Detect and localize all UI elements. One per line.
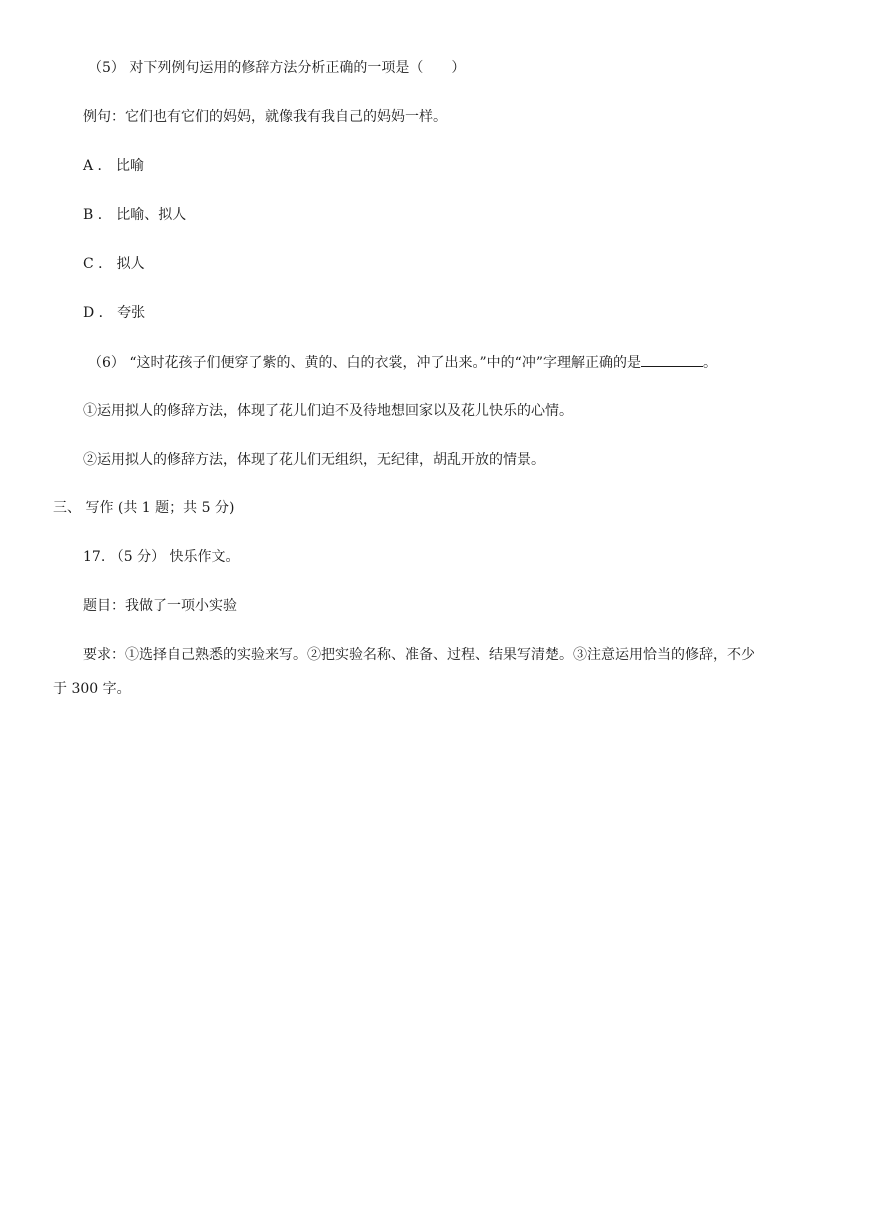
question-17-stem: 17. （5 分） 快乐作文。 xyxy=(83,549,240,565)
question-5-stem: （5） 对下列例句运用的修辞方法分析正确的一项是（ ） xyxy=(88,60,466,76)
answer-blank xyxy=(641,352,703,367)
question-5-example: 例句：它们也有它们的妈妈，就像我有我自己的妈妈一样。 xyxy=(83,109,447,125)
question-6-choice-2: ②运用拟人的修辞方法，体现了花儿们无组织，无纪律，胡乱开放的情景。 xyxy=(83,452,545,468)
question-17-requirement: 要求：①选择自己熟悉的实验来写。②把实验名称、准备、过程、结果写清楚。③注意运用恰当的修辞，不少 xyxy=(83,647,755,663)
question-6-stem xyxy=(88,352,717,373)
question-17-requirement-cont: 于 300 字。 xyxy=(53,681,131,697)
option-a: A ． 比喻 xyxy=(83,158,145,174)
question-6-choice-1: ①运用拟人的修辞方法，体现了花儿们迫不及待地想回家以及花儿快乐的心情。 xyxy=(83,403,573,419)
question-17-title: 题目：我做了一项小实验 xyxy=(83,598,237,614)
option-b: B ． 比喻、拟人 xyxy=(83,207,187,223)
section-3-heading: 三、 写作 (共 1 题；共 5 分) xyxy=(53,500,235,516)
option-c: C ． 拟人 xyxy=(83,256,145,272)
option-d: D ． 夸张 xyxy=(83,305,146,321)
question-6-stem-end: 。 xyxy=(702,355,717,371)
question-6-stem-text: （6） “这时花孩子们便穿了紫的、黄的、白的衣裳，冲了出来。”中的“冲”字理解正确的是 xyxy=(88,355,641,371)
